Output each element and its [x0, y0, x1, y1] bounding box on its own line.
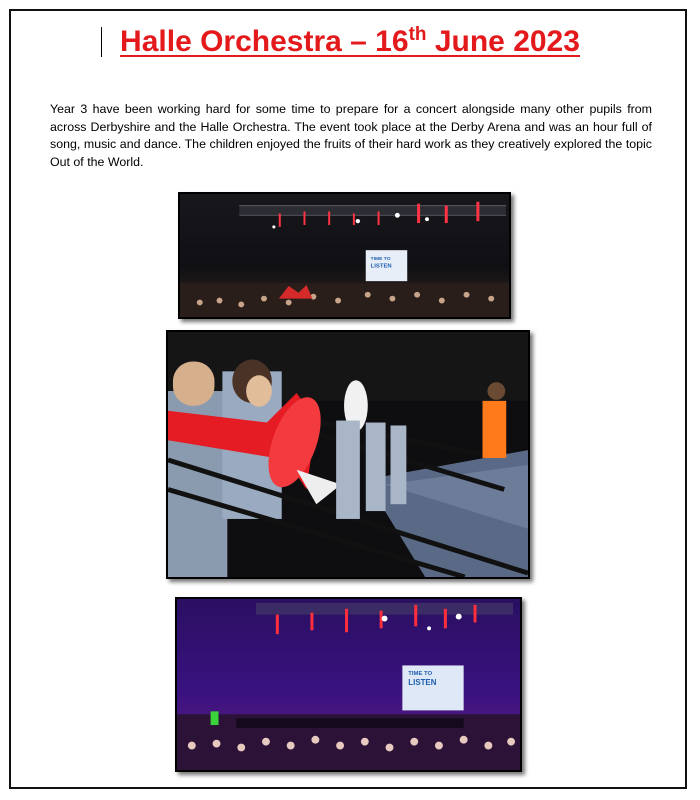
screen-line-1: TIME TO: [370, 256, 391, 262]
photo-trombones-image: [168, 332, 528, 577]
title-main: Halle Orchestra – 16: [120, 25, 409, 58]
photo-arena-wide: [178, 192, 511, 319]
photo-stage-purple: [175, 597, 522, 772]
title-tail: June 2023: [426, 25, 580, 58]
body-paragraph: Year 3 have been working hard for some time to prepare for a concert alongside many other pupils from across Derbyshire and the Halle Orchestra. The event took place at the Derby Arena and was an hour full of song, music and dance. The children enjoyed the fruits of their hard work as they creatively explored the topic Out of the World.: [50, 102, 652, 169]
photo-stage-purple-image: [177, 599, 520, 770]
photo-arena-wide-image: [180, 194, 509, 317]
photo-trombones: [166, 330, 530, 579]
screen-line-2b: LISTEN: [408, 678, 437, 687]
document-title: [0, 22, 700, 62]
title-superscript: th: [408, 24, 427, 45]
screen-line-1b: TIME TO: [408, 671, 433, 678]
screen-line-2: LISTEN: [370, 263, 392, 270]
